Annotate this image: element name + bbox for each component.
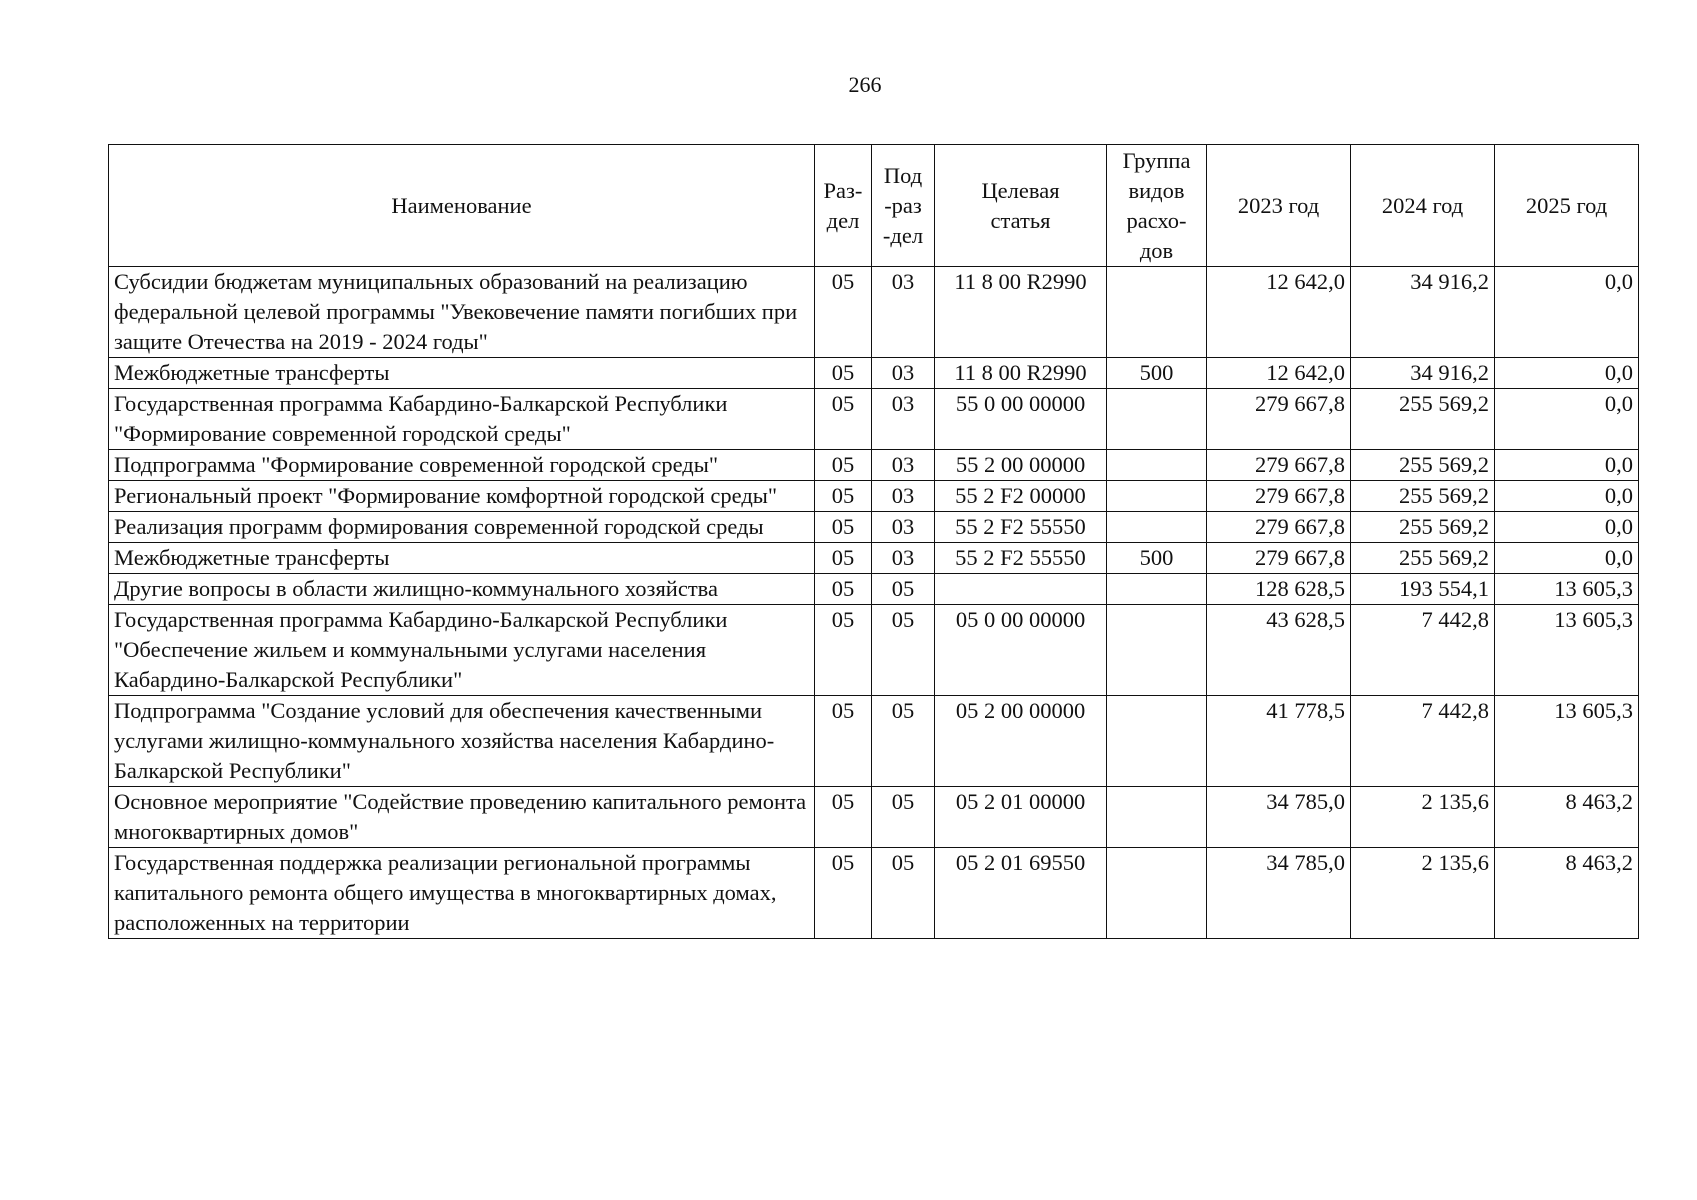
page-number: 266 bbox=[848, 72, 882, 97]
cell-y2024: 7 442,8 bbox=[1351, 696, 1495, 787]
cell-group bbox=[1107, 389, 1207, 450]
cell-target: 11 8 00 R2990 bbox=[935, 358, 1107, 389]
cell-group bbox=[1107, 848, 1207, 939]
cell-name: Межбюджетные трансферты bbox=[109, 358, 815, 389]
cell-y2023: 34 785,0 bbox=[1207, 848, 1351, 939]
cell-section: 05 bbox=[815, 389, 872, 450]
cell-section: 05 bbox=[815, 574, 872, 605]
cell-target bbox=[935, 574, 1107, 605]
cell-section: 05 bbox=[815, 543, 872, 574]
header-target bbox=[935, 145, 1107, 267]
cell-y2023: 279 667,8 bbox=[1207, 450, 1351, 481]
cell-y2023: 12 642,0 bbox=[1207, 267, 1351, 358]
cell-y2024: 255 569,2 bbox=[1351, 512, 1495, 543]
cell-y2025: 0,0 bbox=[1495, 450, 1639, 481]
cell-y2024: 255 569,2 bbox=[1351, 543, 1495, 574]
cell-name: Государственная поддержка реализации региональной программы капитального ремонта общего имущества в многоквартирных домах, расположенных на территории bbox=[109, 848, 815, 939]
cell-subsection: 05 bbox=[872, 848, 935, 939]
cell-y2023: 279 667,8 bbox=[1207, 512, 1351, 543]
cell-section: 05 bbox=[815, 605, 872, 696]
cell-subsection: 03 bbox=[872, 358, 935, 389]
cell-y2024: 255 569,2 bbox=[1351, 481, 1495, 512]
header-2023: 2023 год bbox=[1207, 145, 1351, 267]
header-expense-group bbox=[1107, 145, 1207, 267]
cell-y2023: 41 778,5 bbox=[1207, 696, 1351, 787]
cell-subsection: 03 bbox=[872, 543, 935, 574]
cell-y2025: 0,0 bbox=[1495, 389, 1639, 450]
table-row bbox=[109, 512, 1639, 543]
cell-y2024: 2 135,6 bbox=[1351, 848, 1495, 939]
cell-y2024: 193 554,1 bbox=[1351, 574, 1495, 605]
cell-group: 500 bbox=[1107, 358, 1207, 389]
cell-y2023: 279 667,8 bbox=[1207, 543, 1351, 574]
cell-y2023: 279 667,8 bbox=[1207, 389, 1351, 450]
table-row bbox=[109, 358, 1639, 389]
header-target-text: Целевая статья bbox=[981, 177, 1060, 233]
cell-subsection: 05 bbox=[872, 787, 935, 848]
cell-target: 55 2 F2 00000 bbox=[935, 481, 1107, 512]
cell-y2024: 255 569,2 bbox=[1351, 450, 1495, 481]
cell-group: 500 bbox=[1107, 543, 1207, 574]
cell-name: Основное мероприятие "Содействие проведению капитального ремонта многоквартирных домов" bbox=[109, 787, 815, 848]
cell-group bbox=[1107, 605, 1207, 696]
header-section bbox=[815, 145, 872, 267]
cell-y2023: 128 628,5 bbox=[1207, 574, 1351, 605]
cell-group bbox=[1107, 481, 1207, 512]
cell-y2025: 0,0 bbox=[1495, 512, 1639, 543]
cell-target: 11 8 00 R2990 bbox=[935, 267, 1107, 358]
table-row bbox=[109, 450, 1639, 481]
cell-subsection: 05 bbox=[872, 696, 935, 787]
table-body bbox=[109, 267, 1639, 939]
cell-name: Государственная программа Кабардино-Балкарской Республики "Обеспечение жильем и коммунальными услугами населения Кабардино-Балкарской Республики" bbox=[109, 605, 815, 696]
cell-y2025: 0,0 bbox=[1495, 543, 1639, 574]
cell-target: 05 2 00 00000 bbox=[935, 696, 1107, 787]
cell-target: 55 2 F2 55550 bbox=[935, 543, 1107, 574]
cell-y2025: 8 463,2 bbox=[1495, 787, 1639, 848]
cell-group bbox=[1107, 450, 1207, 481]
cell-y2025: 13 605,3 bbox=[1495, 574, 1639, 605]
cell-name: Государственная программа Кабардино-Балкарской Республики "Формирование современной городской среды" bbox=[109, 389, 815, 450]
table-row bbox=[109, 267, 1639, 358]
cell-subsection: 03 bbox=[872, 512, 935, 543]
cell-y2025: 13 605,3 bbox=[1495, 696, 1639, 787]
cell-y2025: 13 605,3 bbox=[1495, 605, 1639, 696]
cell-target: 55 2 F2 55550 bbox=[935, 512, 1107, 543]
cell-subsection: 03 bbox=[872, 450, 935, 481]
header-expense-group-text: Группа видов расхо-дов bbox=[1122, 147, 1191, 263]
cell-subsection: 03 bbox=[872, 389, 935, 450]
header-2025: 2025 год bbox=[1495, 145, 1639, 267]
cell-section: 05 bbox=[815, 848, 872, 939]
table-row bbox=[109, 389, 1639, 450]
table-row bbox=[109, 787, 1639, 848]
cell-y2024: 255 569,2 bbox=[1351, 389, 1495, 450]
cell-name: Реализация программ формирования современной городской среды bbox=[109, 512, 815, 543]
header-2024: 2024 год bbox=[1351, 145, 1495, 267]
cell-target: 55 2 00 00000 bbox=[935, 450, 1107, 481]
cell-name: Другие вопросы в области жилищно-коммунального хозяйства bbox=[109, 574, 815, 605]
cell-y2025: 0,0 bbox=[1495, 358, 1639, 389]
cell-y2023: 279 667,8 bbox=[1207, 481, 1351, 512]
header-subsection bbox=[872, 145, 935, 267]
cell-group bbox=[1107, 574, 1207, 605]
cell-subsection: 05 bbox=[872, 574, 935, 605]
cell-y2023: 43 628,5 bbox=[1207, 605, 1351, 696]
cell-group bbox=[1107, 787, 1207, 848]
cell-subsection: 05 bbox=[872, 605, 935, 696]
cell-y2023: 34 785,0 bbox=[1207, 787, 1351, 848]
cell-target: 55 0 00 00000 bbox=[935, 389, 1107, 450]
cell-section: 05 bbox=[815, 481, 872, 512]
header-subsection-text: Под-раз-дел bbox=[882, 162, 924, 248]
cell-y2023: 12 642,0 bbox=[1207, 358, 1351, 389]
cell-name: Субсидии бюджетам муниципальных образований на реализацию федеральной целевой программы "Увековечение памяти погибших при защите Отечества на 2019 - 2024 годы" bbox=[109, 267, 815, 358]
cell-subsection: 03 bbox=[872, 481, 935, 512]
cell-target: 05 2 01 00000 bbox=[935, 787, 1107, 848]
table-row bbox=[109, 543, 1639, 574]
cell-y2025: 0,0 bbox=[1495, 481, 1639, 512]
cell-y2025: 0,0 bbox=[1495, 267, 1639, 358]
cell-section: 05 bbox=[815, 787, 872, 848]
cell-group bbox=[1107, 267, 1207, 358]
table-row bbox=[109, 605, 1639, 696]
cell-y2024: 34 916,2 bbox=[1351, 358, 1495, 389]
header-name: Наименование bbox=[109, 145, 815, 267]
cell-name: Межбюджетные трансферты bbox=[109, 543, 815, 574]
cell-section: 05 bbox=[815, 267, 872, 358]
header-row bbox=[109, 145, 1639, 267]
cell-name: Подпрограмма "Формирование современной городской среды" bbox=[109, 450, 815, 481]
cell-name: Региональный проект "Формирование комфортной городской среды" bbox=[109, 481, 815, 512]
cell-subsection: 03 bbox=[872, 267, 935, 358]
header-section-text: Раз-дел bbox=[823, 177, 863, 233]
table-row bbox=[109, 696, 1639, 787]
cell-target: 05 0 00 00000 bbox=[935, 605, 1107, 696]
cell-y2024: 7 442,8 bbox=[1351, 605, 1495, 696]
cell-y2025: 8 463,2 bbox=[1495, 848, 1639, 939]
cell-section: 05 bbox=[815, 358, 872, 389]
cell-section: 05 bbox=[815, 696, 872, 787]
cell-target: 05 2 01 69550 bbox=[935, 848, 1107, 939]
table-row bbox=[109, 574, 1639, 605]
cell-y2024: 34 916,2 bbox=[1351, 267, 1495, 358]
cell-name: Подпрограмма "Создание условий для обеспечения качественными услугами жилищно-коммунального хозяйства населения Кабардино-Балкарской Республики" bbox=[109, 696, 815, 787]
cell-y2024: 2 135,6 bbox=[1351, 787, 1495, 848]
cell-group bbox=[1107, 512, 1207, 543]
table-row bbox=[109, 481, 1639, 512]
cell-section: 05 bbox=[815, 450, 872, 481]
table-row bbox=[109, 848, 1639, 939]
budget-table bbox=[108, 144, 1639, 939]
cell-group bbox=[1107, 696, 1207, 787]
cell-section: 05 bbox=[815, 512, 872, 543]
